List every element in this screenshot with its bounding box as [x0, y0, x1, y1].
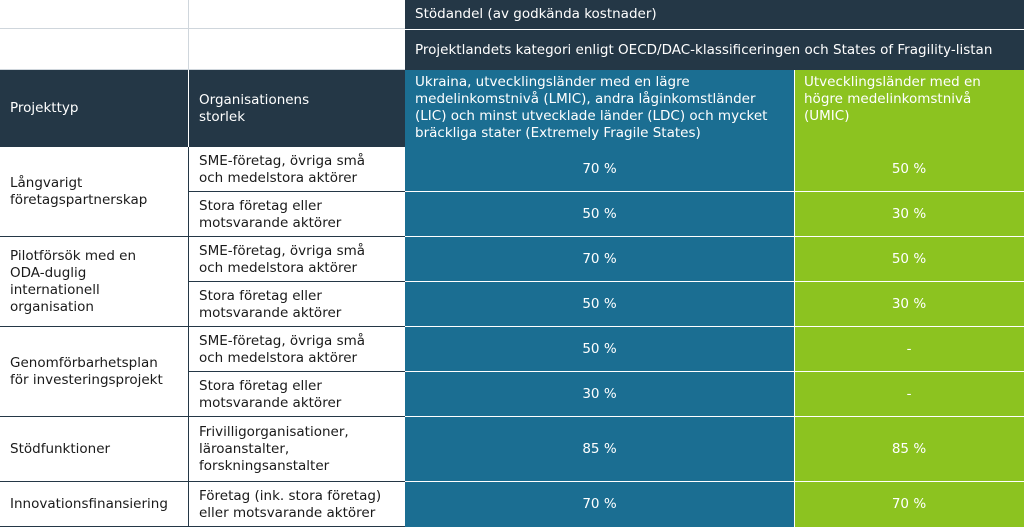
org-label: Stora företag eller motsvarande aktörer — [199, 197, 342, 231]
umic-value-cell — [794, 417, 1024, 482]
header-stodandel-text: Stödandel (av godkända kostnader) — [415, 6, 657, 22]
header-projekttyp — [0, 70, 188, 147]
header-col-lmic — [405, 70, 794, 147]
divider — [405, 236, 1024, 237]
org-label: Stora företag eller motsvarande aktörer — [199, 287, 342, 321]
org-cell — [189, 327, 405, 372]
divider — [405, 29, 1024, 30]
lmic-value-cell — [405, 482, 794, 527]
lmic-value-cell — [405, 237, 794, 282]
divider — [0, 481, 405, 482]
group-cell — [0, 417, 188, 482]
divider — [0, 69, 405, 70]
org-label: Företag (ink. stora företag) eller motsvarande aktörer — [199, 487, 382, 521]
header-organisation-text: Organisationens storlek — [199, 91, 310, 125]
org-label: SME-företag, övriga små och medelstora aktörer — [199, 152, 366, 186]
divider — [405, 481, 1024, 482]
org-label: SME-företag, övriga små och medelstora aktörer — [199, 332, 366, 366]
umic-value-cell — [794, 192, 1024, 237]
org-cell — [189, 282, 405, 327]
header-stodandel — [405, 0, 1024, 29]
org-label: Frivilligorganisationer, läroanstalter, forskningsanstalter — [199, 424, 349, 474]
org-cell — [189, 237, 405, 282]
umic-value-cell — [794, 282, 1024, 327]
lmic-value: 50 % — [582, 296, 617, 312]
header-projekttyp-text: Projekttyp — [10, 100, 79, 116]
group-label: Innovationsfinansiering — [10, 496, 168, 512]
lmic-value: 70 % — [582, 251, 617, 267]
umic-value-cell — [794, 147, 1024, 192]
divider — [189, 191, 405, 192]
header-kategori — [405, 30, 1024, 70]
lmic-value: 85 % — [582, 441, 617, 457]
umic-value-cell — [794, 372, 1024, 417]
header-organisation — [189, 70, 405, 147]
divider — [0, 236, 405, 237]
org-cell — [189, 417, 405, 482]
org-label: SME-företag, övriga små och medelstora aktörer — [199, 242, 366, 276]
divider — [0, 416, 405, 417]
lmic-value: 50 % — [582, 206, 617, 222]
lmic-value: 70 % — [582, 161, 617, 177]
org-label: Stora företag eller motsvarande aktörer — [199, 377, 342, 411]
divider — [188, 147, 189, 527]
divider — [405, 191, 1024, 192]
lmic-value: 30 % — [582, 386, 617, 402]
umic-value: - — [906, 341, 912, 357]
lmic-value-cell — [405, 417, 794, 482]
lmic-value-cell — [405, 192, 794, 237]
header-col-lmic-text: Ukraina, utvecklingsländer med en lägre medelinkomstnivå (LMIC), andra låginkomstländer (LIC) och minst utvecklade länder (LDC) och mycket bräckliga stater (Extremely Fragile States) — [415, 74, 768, 141]
umic-value: 50 % — [891, 251, 927, 267]
divider — [405, 416, 1024, 417]
divider — [188, 0, 189, 70]
header-kategori-text: Projektlandets kategori enligt OECD/DAC-klassificeringen och States of Fragility-listan — [415, 41, 993, 58]
org-cell — [189, 192, 405, 237]
group-cell — [0, 482, 188, 527]
umic-value: 85 % — [891, 441, 927, 457]
divider — [0, 28, 405, 29]
divider — [189, 281, 405, 282]
group-label: Långvarigt företagspartnerskap — [10, 175, 148, 208]
lmic-value-cell — [405, 147, 794, 192]
umic-value-cell — [794, 237, 1024, 282]
group-label: Genomförbarhetsplan för investeringsprojekt — [10, 355, 163, 388]
org-cell — [189, 482, 405, 527]
umic-value-cell — [794, 482, 1024, 527]
divider — [405, 371, 1024, 372]
header-col-umic-text: Utvecklingsländer med en högre medelinkomstnivå (UMIC) — [804, 74, 981, 124]
lmic-value-cell — [405, 372, 794, 417]
header-col-umic — [794, 70, 1024, 147]
group-label: Stödfunktioner — [10, 441, 111, 457]
umic-value: 30 % — [891, 206, 927, 222]
org-cell — [189, 147, 405, 192]
lmic-value-cell — [405, 327, 794, 372]
lmic-value-cell — [405, 282, 794, 327]
org-cell — [189, 372, 405, 417]
group-cell — [0, 147, 188, 237]
umic-value-cell — [794, 327, 1024, 372]
umic-value: 30 % — [891, 296, 927, 312]
group-label: Pilotförsök med en ODA-duglig internationell organisation — [10, 248, 137, 315]
divider — [405, 326, 1024, 327]
lmic-value: 70 % — [582, 496, 617, 512]
lmic-value: 50 % — [582, 341, 617, 357]
umic-value: 70 % — [891, 496, 927, 512]
umic-value: - — [906, 386, 912, 402]
divider — [0, 326, 405, 327]
group-cell — [0, 237, 188, 327]
umic-value: 50 % — [891, 161, 927, 177]
group-cell — [0, 327, 188, 417]
divider — [405, 281, 1024, 282]
divider — [189, 371, 405, 372]
divider — [188, 70, 189, 147]
divider — [0, 526, 405, 527]
divider — [794, 70, 795, 527]
